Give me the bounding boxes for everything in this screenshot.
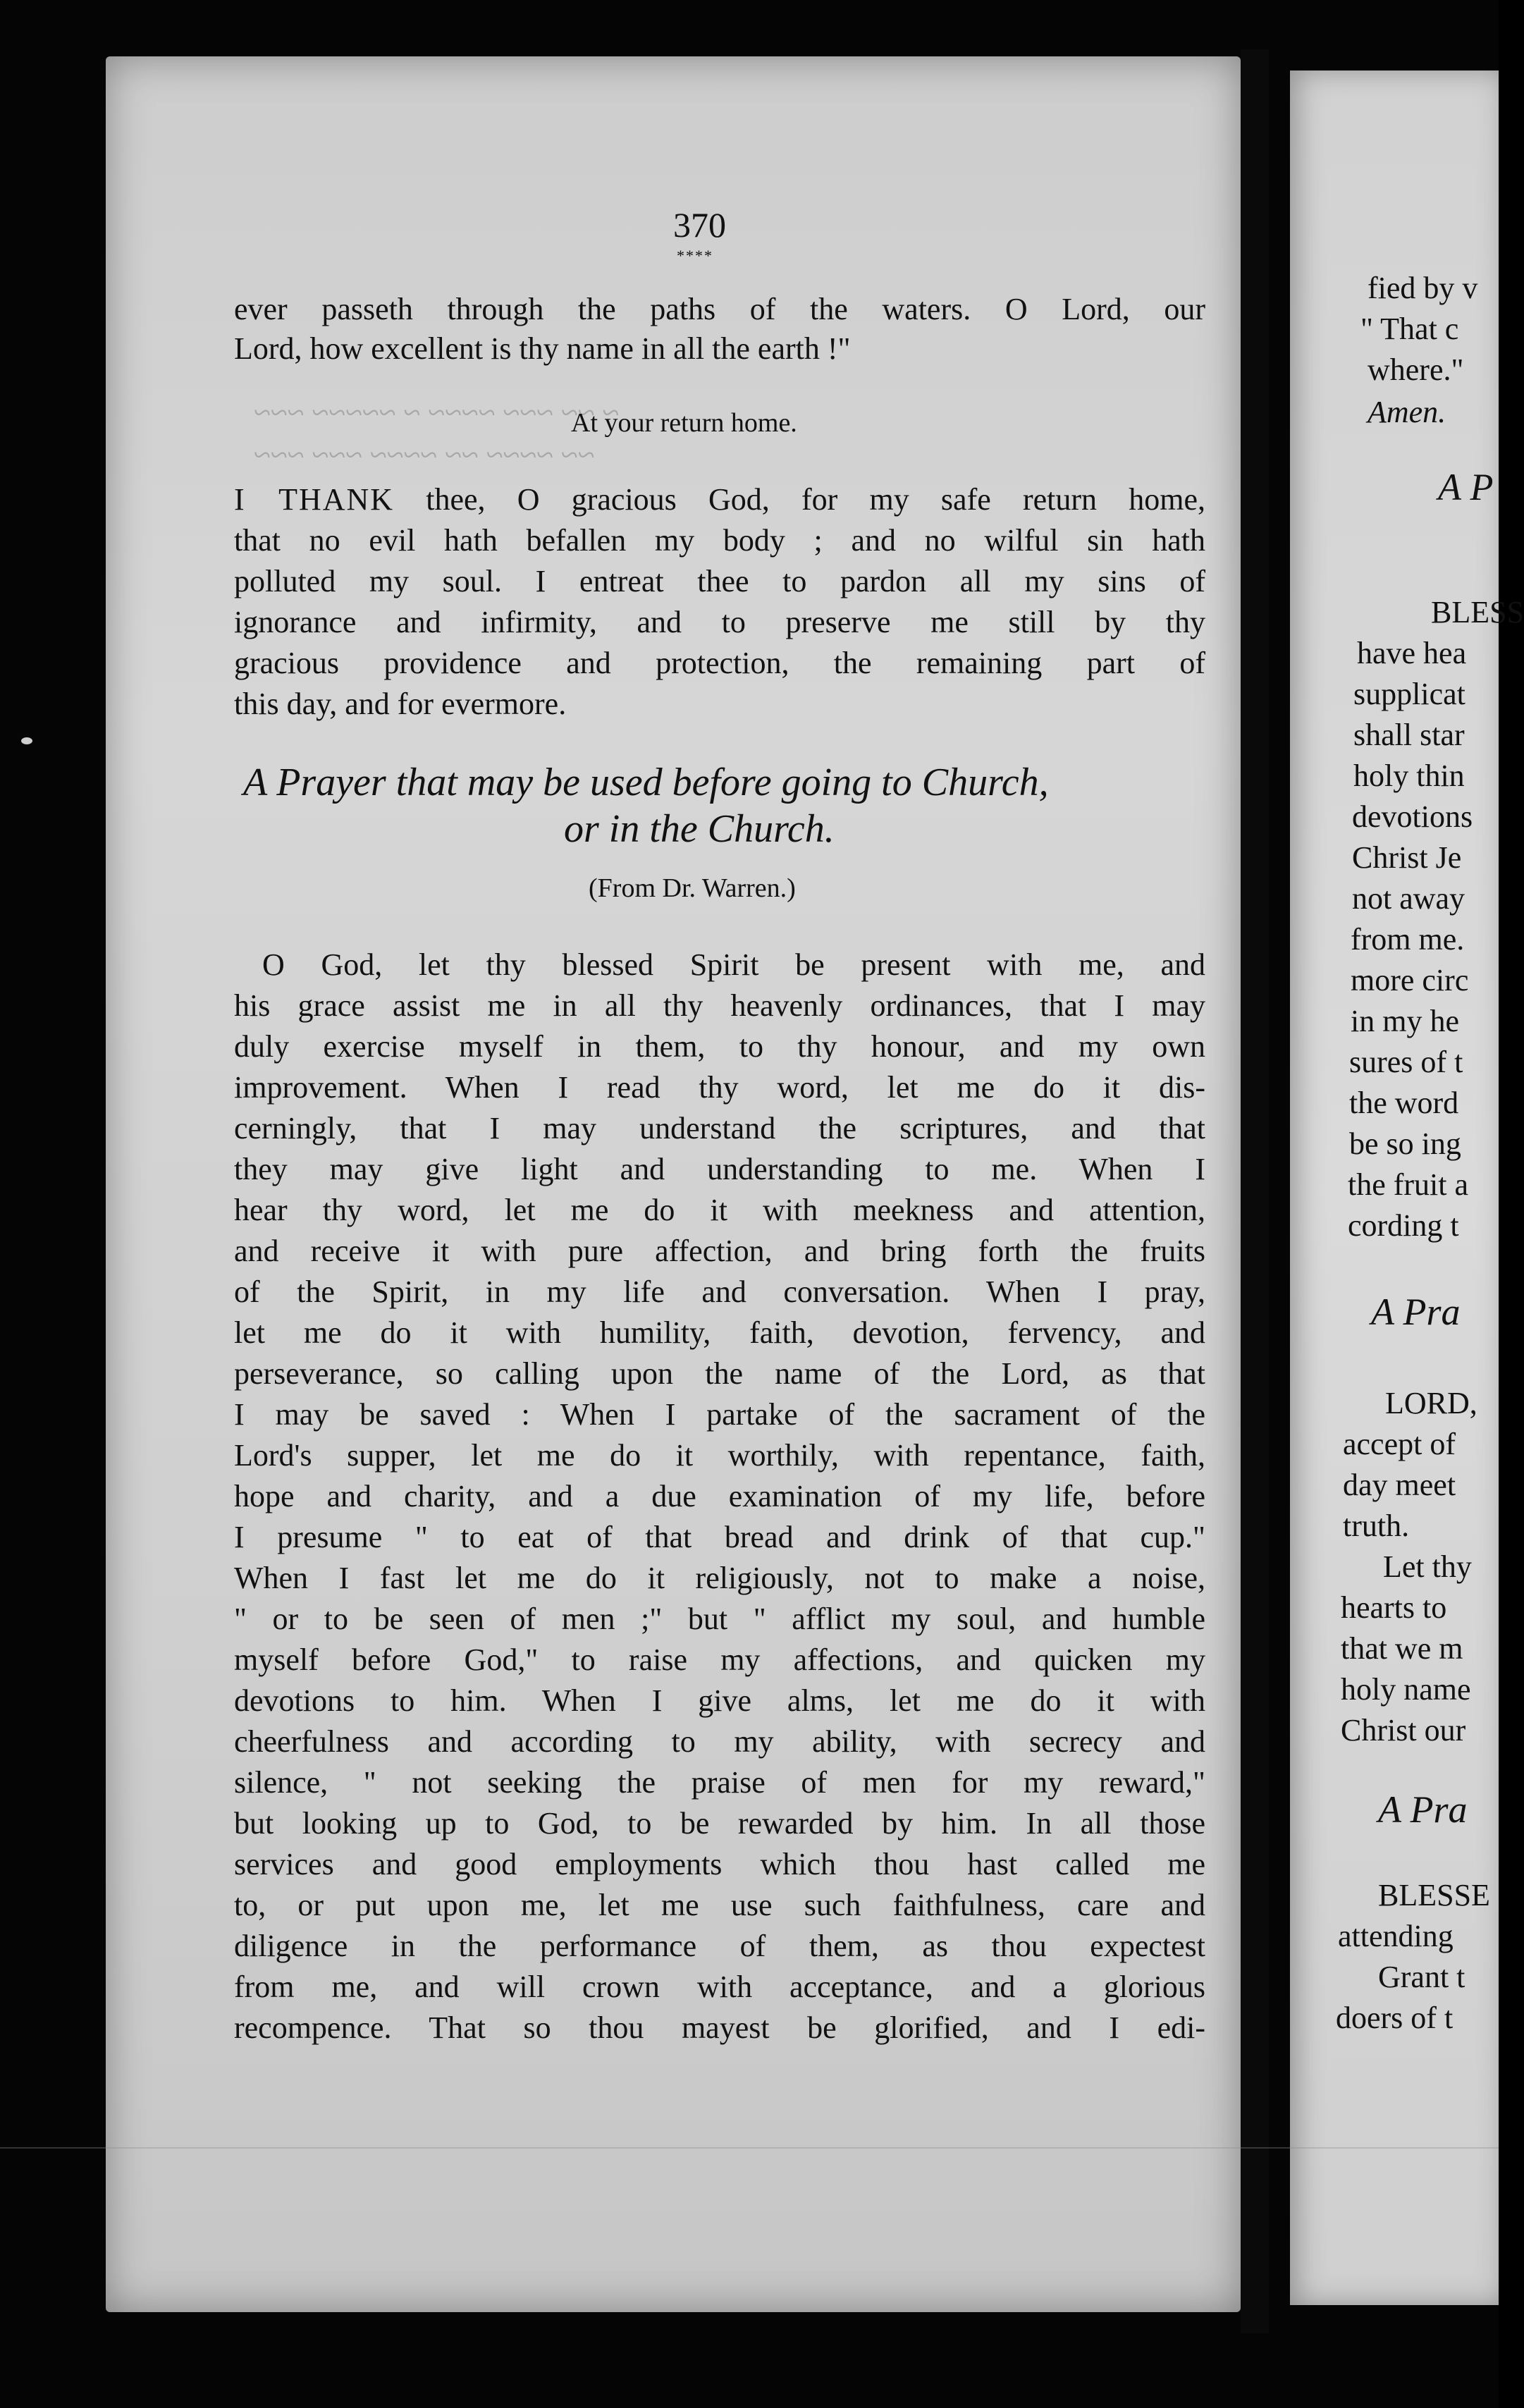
text-line: " or to be seen of men ;" but " afflict my soul, and humble [234, 1602, 1205, 1636]
prayer-title: A Pra [1371, 1291, 1461, 1333]
text-line: and receive it with pure affection, and bring forth the fruits [234, 1234, 1205, 1268]
text-line: Lord's supper, let me do it worthily, with repentance, faith, [234, 1438, 1205, 1473]
prayer-lead-word: I THANK [234, 482, 395, 517]
text-line: attending [1338, 1919, 1454, 1953]
text-line: devotions [1352, 799, 1473, 834]
text-line: not away [1352, 881, 1465, 916]
text-line: the word [1349, 1086, 1459, 1120]
text-line: Lord, how excellent is thy name in all the earth !" [234, 331, 851, 366]
text-line: services and good employments which thou hast called me [234, 1847, 1205, 1881]
text-line: ever passeth through the paths of the waters. O Lord, our [234, 292, 1205, 326]
text-line: have hea [1357, 636, 1467, 670]
text-line: ignorance and infirmity, and to preserve me still by thy [234, 605, 1205, 639]
text-line: this day, and for evermore. [234, 687, 567, 721]
text-line: cheerfulness and according to my ability, with secrecy and [234, 1724, 1205, 1759]
scan-speck [21, 737, 32, 744]
prayer-title: A Pra [1378, 1788, 1468, 1831]
text-line: accept of [1343, 1427, 1456, 1461]
text-line: O God, let thy blessed Spirit be present with me, and [262, 947, 1205, 982]
text-line [234, 479, 1205, 520]
text-line: sures of t [1349, 1045, 1463, 1079]
text-line: in my he [1351, 1004, 1459, 1038]
text-line: When I fast let me do it religiously, not to make a noise, [234, 1561, 1205, 1595]
scan-line [0, 2147, 1499, 2149]
text-line: that we m [1341, 1631, 1463, 1666]
text-line: be so ing [1349, 1126, 1461, 1161]
text-line: silence, " not seeking the praise of men for my reward," [234, 1765, 1205, 1800]
text-line: that no evil hath befallen my body ; and no wilful sin hath [234, 523, 1205, 558]
prayer-source: (From Dr. Warren.) [589, 873, 796, 903]
text-line: recompence. That so thou mayest be glorified, and I edi- [234, 2010, 1205, 2045]
prayer-title: A P [1438, 466, 1494, 508]
text-line: Let thy [1383, 1549, 1472, 1584]
text-line: perseverance, so calling upon the name of the Lord, as that [234, 1356, 1205, 1391]
text-line: I may be saved : When I partake of the sacrament of the [234, 1397, 1205, 1432]
text-line: they may give light and understanding to me. When I [234, 1152, 1205, 1186]
text-line: duly exercise myself in them, to thy honour, and my own [234, 1029, 1205, 1064]
text-line: hope and charity, and a due examination of my life, before [234, 1479, 1205, 1513]
text-line: improvement. When I read thy word, let me do it dis- [234, 1070, 1205, 1105]
text-line: cording t [1348, 1208, 1459, 1243]
text-line: diligence in the performance of them, as thou expectest [234, 1929, 1205, 1963]
page-ornament: **** [677, 247, 713, 264]
text-line: holy name [1341, 1672, 1471, 1707]
text-line: BLESSE [1378, 1878, 1490, 1912]
text-fragment: thee, O gracious God, for my safe return home, [394, 482, 1205, 517]
section-heading: At your return home. [571, 408, 797, 438]
text-line: but looking up to God, to be rewarded by him. In all those [234, 1806, 1205, 1841]
text-line: where." [1368, 352, 1464, 387]
text-line: cerningly, that I may understand the scriptures, and that [234, 1111, 1205, 1145]
amen-text: Amen. [1368, 395, 1446, 429]
text-line: his grace assist me in all thy heavenly ordinances, that I may [234, 988, 1205, 1023]
text-line: Grant t [1378, 1960, 1465, 1994]
text-line: day meet [1343, 1468, 1456, 1502]
prayer-title: A Prayer that may be used before going to Church, [243, 761, 1049, 804]
text-line: shall star [1353, 718, 1465, 752]
text-line: supplicat [1353, 677, 1465, 711]
text-line: the fruit a [1348, 1167, 1469, 1202]
text-line: of the Spirit, in my life and conversation. When I pray, [234, 1274, 1205, 1309]
prayer-title: or in the Church. [564, 807, 835, 851]
text-line: from me. [1351, 922, 1465, 957]
text-line: LORD, [1385, 1386, 1477, 1420]
text-line: hearts to [1341, 1590, 1447, 1625]
text-line: polluted my soul. I entreat thee to pardon all my sins of [234, 564, 1205, 598]
text-line: from me, and will crown with acceptance, and a glorious [234, 1970, 1205, 2004]
text-line: more circ [1351, 963, 1469, 997]
text-line: holy thin [1353, 758, 1465, 793]
text-line: to, or put upon me, let me use such faithfulness, care and [234, 1888, 1205, 1922]
book-gutter [1241, 49, 1269, 2333]
text-line: BLESS [1431, 595, 1524, 629]
text-line: Christ Je [1352, 840, 1462, 875]
text-line: Christ our [1341, 1713, 1466, 1747]
text-line: myself before God," to raise my affections, and quicken my [234, 1642, 1205, 1677]
text-line: truth. [1343, 1509, 1410, 1543]
text-line: doers of t [1336, 2001, 1454, 2035]
text-line: let me do it with humility, faith, devotion, fervency, and [234, 1315, 1205, 1350]
text-line: I presume " to eat of that bread and drink of that cup." [234, 1520, 1205, 1554]
text-line: gracious providence and protection, the remaining part of [234, 646, 1205, 680]
bleed-through-text: ~ ~~ ~~~ ~~~~ ~ ~~~~~ ~~~ [254, 395, 620, 430]
text-line: fied by v [1368, 271, 1478, 305]
text-line: devotions to him. When I give alms, let me do it with [234, 1683, 1205, 1718]
text-line: hear thy word, let me do it with meekness and attention, [234, 1193, 1205, 1227]
text-line: " That c [1360, 312, 1459, 346]
bleed-through-text: ~~ ~~~~ ~~ ~~~~ ~~~ ~~~ [254, 438, 595, 472]
page-number: 370 [673, 205, 726, 245]
